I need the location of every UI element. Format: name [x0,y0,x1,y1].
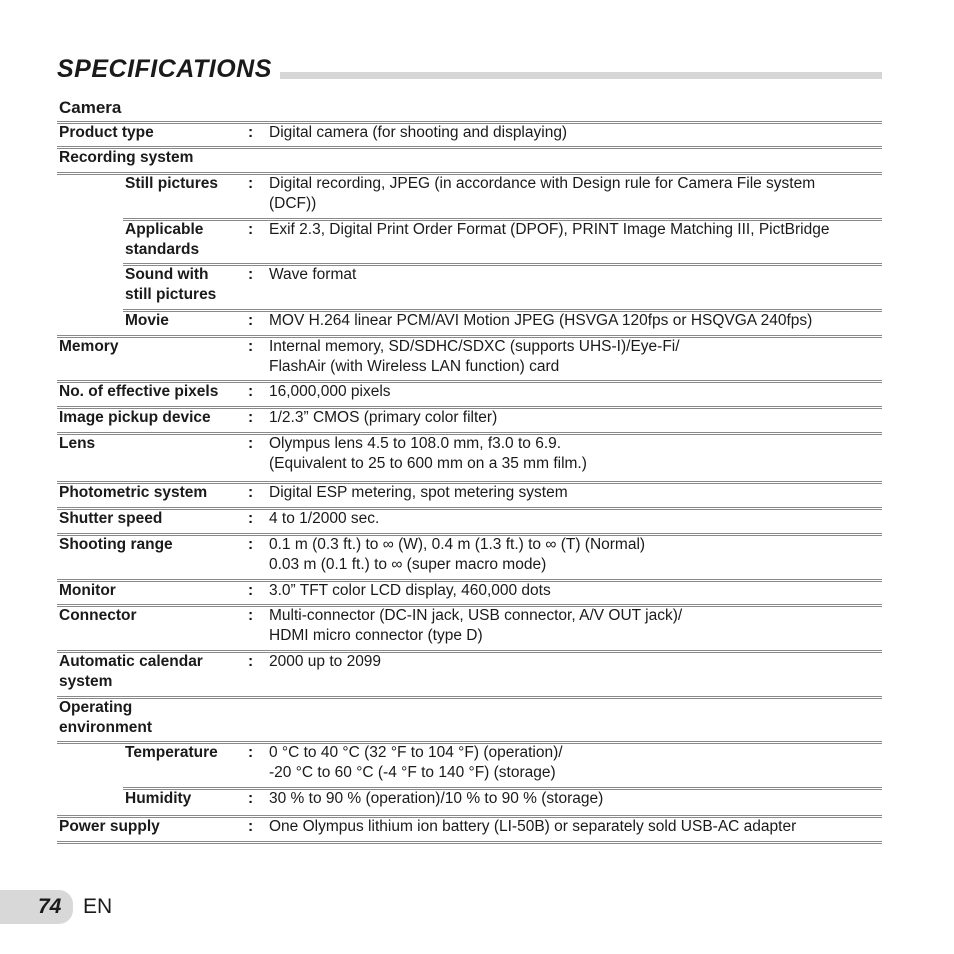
spec-row [57,650,882,696]
spec-value-line: Multi-connector (DC-IN jack, USB connector, A/V OUT jack)/ [269,607,683,624]
spec-row [57,121,882,146]
spec-value [269,535,879,575]
spec-value [269,123,879,143]
spec-value-line: Wave format [269,266,357,283]
spec-value [269,311,879,331]
spec-row [57,533,882,579]
label-separator: : [248,124,254,141]
spec-value-line: Internal memory, SD/SDHC/SDXC (supports UHS-I)/Eye-Fi/ [269,338,680,355]
label-separator: : [248,536,254,553]
spec-row [57,432,882,481]
spec-value [269,382,879,402]
label-separator: : [248,510,254,527]
spec-label: No. of effective pixels [59,383,219,400]
spec-label: Automatic calendar system [59,653,203,690]
spec-value-line: Exif 2.3, Digital Print Order Format (DPOF), PRINT Image Matching III, PictBridge [269,221,830,238]
spec-row [57,481,882,507]
label-separator: : [248,221,254,238]
page-number-tab [0,890,73,924]
spec-label: Temperature [125,744,218,761]
language-code: EN [83,895,113,918]
spec-value-line: 16,000,000 pixels [269,383,391,400]
spec-value-line: 30 % to 90 % (operation)/10 % to 90 % (storage) [269,790,604,807]
spec-value-line: -20 °C to 60 °C (-4 °F to 140 °F) (storage) [269,764,556,781]
spec-value-line: HDMI micro connector (type D) [269,627,483,644]
spec-row [57,380,882,406]
spec-value [269,408,879,428]
spec-value-line: 0 °C to 40 °C (32 °F to 104 °F) (operation)/ [269,744,563,761]
label-separator: : [248,409,254,426]
spec-value-line: 2000 up to 2099 [269,653,382,670]
spec-value-line: 0.1 m (0.3 ft.) to ∞ (W), 0.4 m (1.3 ft.) to ∞ (T) (Normal) [269,536,646,553]
label-separator: : [248,266,254,283]
spec-value-line: 3.0” TFT color LCD display, 460,000 dots [269,582,551,599]
spec-label: Power supply [59,818,160,835]
spec-label: Photometric system [59,484,208,501]
spec-row [57,172,882,218]
spec-value-line: FlashAir (with Wireless LAN function) card [269,358,560,375]
spec-value-line: One Olympus lithium ion battery (LI-50B) or separately sold USB-AC adapter [269,818,797,835]
spec-value [269,220,879,240]
page-title: SPECIFICATIONS [57,55,280,83]
spec-row [57,507,882,533]
page-header [57,55,882,83]
label-separator: : [248,383,254,400]
spec-value [269,337,879,377]
spec-value-line: Olympus lens 4.5 to 108.0 mm, f3.0 to 6.9. [269,435,562,452]
label-separator: : [248,338,254,355]
spec-value [269,817,879,837]
spec-value [269,743,879,783]
label-separator: : [248,790,254,807]
label-separator: : [248,175,254,192]
spec-label: Monitor [59,582,116,599]
spec-value-line: 4 to 1/2000 sec. [269,510,380,527]
spec-row [57,146,882,172]
spec-value [269,581,879,601]
spec-label: Still pictures [125,175,219,192]
spec-value-line: Digital ESP metering, spot metering system [269,484,568,501]
spec-row [57,696,882,741]
spec-value-line: (Equivalent to 25 to 600 mm on a 35 mm film.) [269,455,587,472]
spec-value-line: MOV H.264 linear PCM/AVI Motion JPEG (HSVGA 120fps or HSQVGA 240fps) [269,312,813,329]
label-separator: : [248,818,254,835]
label-separator: : [248,653,254,670]
spec-value [269,434,879,474]
spec-label: Movie [125,312,169,329]
table-bottom-rule [57,841,882,844]
row-divider [57,696,882,699]
spec-value [269,483,879,503]
spec-value [269,265,879,285]
label-separator: : [248,435,254,452]
page-number: 74 [38,895,62,918]
spec-value [269,509,879,529]
spec-value [269,789,879,809]
spec-row [57,335,882,380]
label-separator: : [248,484,254,501]
spec-label: Lens [59,435,96,452]
spec-label: Humidity [125,790,192,807]
spec-value-line: Digital recording, JPEG (in accordance with Design rule for Camera File system [269,175,816,192]
spec-value-line: (DCF)) [269,195,317,212]
section-heading: Camera [59,98,122,117]
spec-row [57,263,882,309]
spec-value [269,606,879,646]
spec-label: Operating environment [59,699,153,736]
spec-label: Shutter speed [59,510,163,527]
spec-value-line: 0.03 m (0.1 ft.) to ∞ (super macro mode) [269,556,547,573]
spec-label: Memory [59,338,119,355]
spec-row [57,604,882,650]
spec-row [57,218,882,263]
spec-row [57,579,882,604]
spec-row [57,309,882,335]
spec-value [269,174,879,214]
spec-row [57,815,882,841]
spec-label: Sound with still pictures [125,266,217,303]
spec-label: Product type [59,124,154,141]
spec-value-line: Digital camera (for shooting and displaying) [269,124,568,141]
label-separator: : [248,744,254,761]
spec-row [57,406,882,432]
label-separator: : [248,312,254,329]
spec-label: Applicable standards [125,221,204,258]
spec-value [269,652,879,672]
spec-row [57,741,882,787]
spec-label: Shooting range [59,536,173,553]
label-separator: : [248,582,254,599]
spec-label: Connector [59,607,137,624]
spec-label: Image pickup device [59,409,211,426]
label-separator: : [248,607,254,624]
spec-label: Recording system [59,149,194,166]
specifications-table [57,121,882,844]
spec-row [57,787,882,815]
spec-value-line: 1/2.3” CMOS (primary color filter) [269,409,498,426]
